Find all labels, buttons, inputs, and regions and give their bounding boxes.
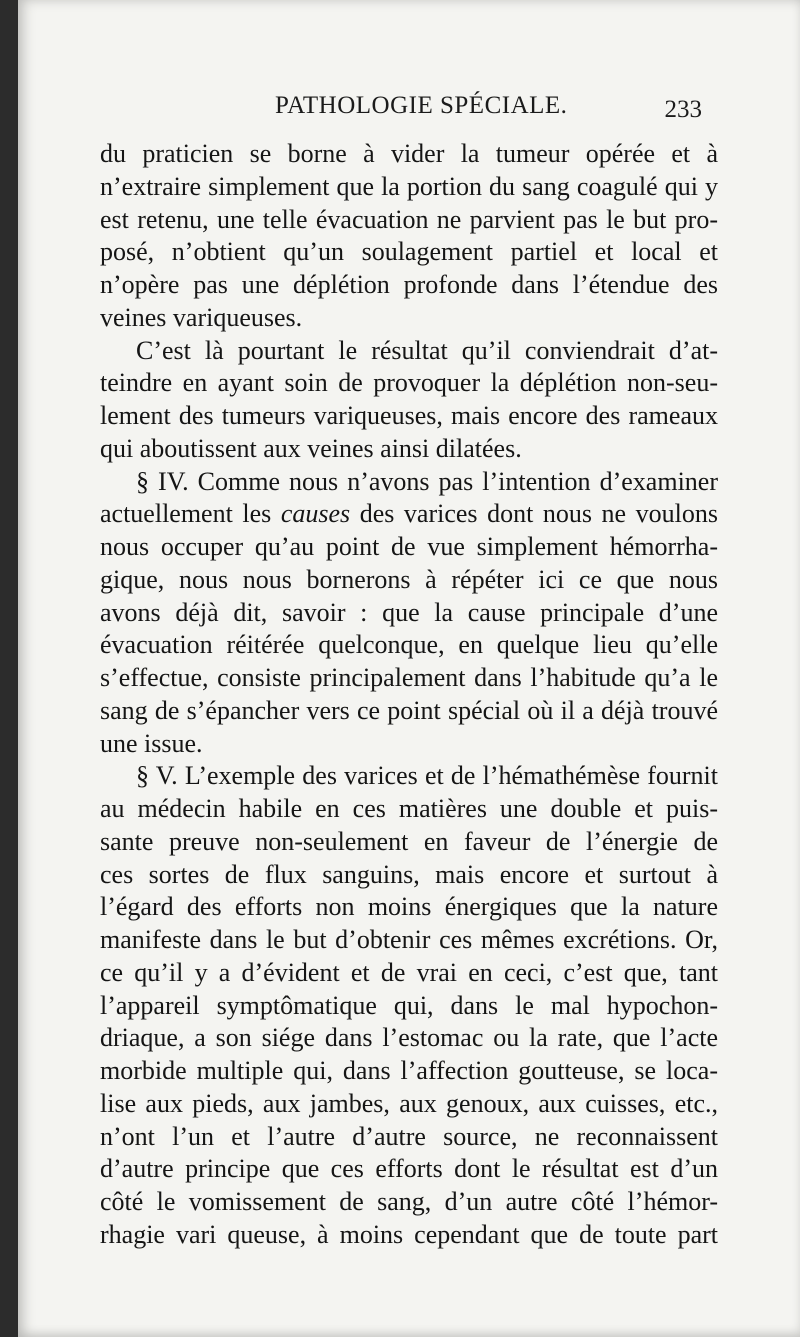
text-line: sang de s’épancher vers ce point spécial où il a déjà trouvé — [100, 695, 718, 725]
text-line: lise aux pieds, aux jambes, aux genoux, aux cuisses, etc., — [100, 1088, 718, 1118]
running-title: PATHOLOGIE SPÉCIALE. — [275, 92, 568, 119]
text-line: qui aboutissent aux veines ainsi dilatées. — [100, 433, 522, 463]
book-page — [18, 0, 800, 1337]
text-line: n’extraire simplement que la portion du sang coagulé qui y — [100, 171, 718, 201]
text-line: morbide multiple qui, dans l’affection goutteuse, se loca- — [100, 1056, 718, 1085]
text-line: rhagie vari queuse, à moins cependant que de toute part — [100, 1219, 718, 1249]
text-line: ces sortes de flux sanguins, mais encore et surtout à — [100, 859, 718, 889]
text-line: au médecin habile en ces matières une double et puis- — [100, 794, 718, 823]
text-line: n’opère pas une déplétion profonde dans l’étendue des — [100, 270, 718, 299]
text-line: du praticien se borne à vider la tumeur opérée et à — [100, 139, 718, 168]
text-line: § V. L’exemple des varices et de l’hémathémèse fournit — [136, 761, 718, 791]
text-line: ce qu’il y a d’évident et de vrai en ceci, c’est que, tant — [100, 957, 718, 987]
text-line: C’est là pourtant le résultat qu’il conviendrait d’at- — [136, 335, 718, 365]
text-line: nous occuper qu’au point de vue simplement hémorrha- — [100, 532, 718, 561]
text-line: avons déjà dit, savoir : que la cause principale d’une — [100, 597, 718, 627]
text-line: une issue. — [100, 728, 203, 758]
italic-emphasis: causes — [280, 499, 351, 529]
text-line: d’autre principe que ces efforts dont le résultat est d’un — [100, 1154, 718, 1184]
text-line: l’égard des efforts non moins énergiques que la nature — [100, 892, 718, 922]
text-fragment: actuellement les — [100, 499, 281, 529]
text-line: manifeste dans le but d’obtenir ces mêmes excrétions. Or, — [100, 925, 718, 954]
text-line: l’appareil symptômatique qui, dans le mal hypochon- — [100, 990, 718, 1020]
text-line: n’ont l’un et l’autre d’autre source, ne reconnaissent — [100, 1121, 718, 1151]
text-line: veines variqueuses. — [100, 302, 303, 332]
text-line: évacuation réitérée quelconque, en quelque lieu qu’elle — [100, 630, 718, 660]
text-line: est retenu, une telle évacuation ne parvient pas le but pro- — [100, 204, 718, 234]
text-line: posé, n’obtient qu’un soulagement partiel et local et — [100, 237, 718, 267]
text-line: teindre en ayant soin de provoquer la déplétion non-seu- — [100, 368, 718, 398]
text-line: s’effectue, consiste principalement dans l’habitude qu’a le — [100, 663, 718, 692]
body-text — [100, 138, 718, 1252]
text-line: lement des tumeurs variqueuses, mais encore des rameaux — [100, 401, 718, 430]
page-header — [118, 92, 700, 124]
text-line: sante preuve non-seulement en faveur de l’énergie de — [100, 826, 718, 856]
text-line — [100, 498, 718, 531]
page-number: 233 — [664, 96, 702, 123]
text-fragment: des varices dont nous ne voulons — [350, 499, 718, 529]
text-line: driaque, a son siége dans l’estomac ou la rate, que l’acte — [100, 1023, 718, 1053]
text-line: côté le vomissement de sang, d’un autre côté l’hémor- — [100, 1187, 718, 1216]
text-line: § IV. Comme nous n’avons pas l’intention d’examiner — [136, 466, 718, 496]
text-line: gique, nous nous bornerons à répéter ici ce que nous — [100, 564, 718, 594]
